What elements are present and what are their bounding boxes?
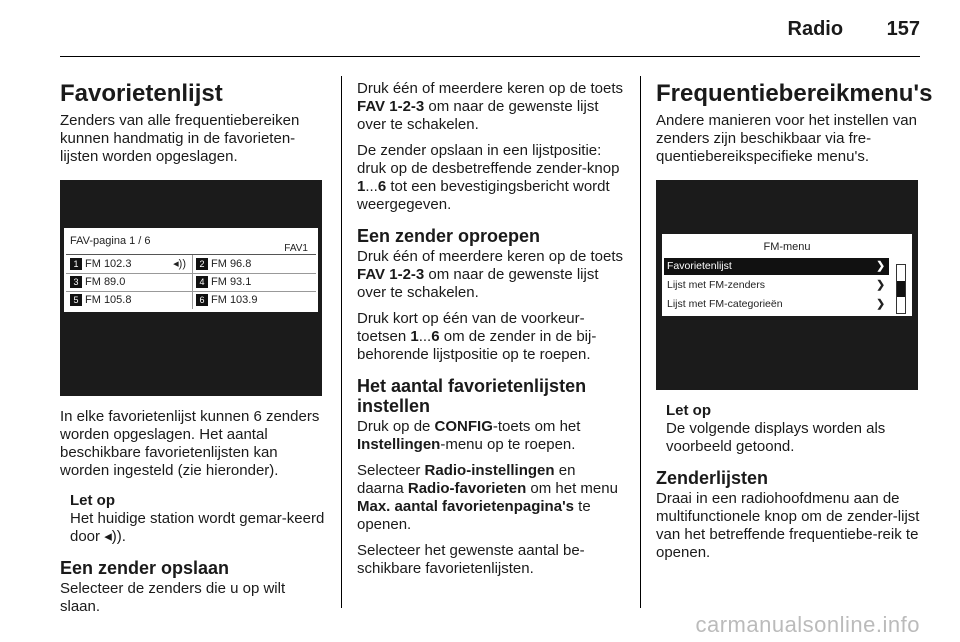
station-lists-paragraph: Draai in een radiohoofdmenu aan de multifunctionele knop om de zender-lijst van het betreffende frequentiebe-reik te openen. [656, 490, 920, 561]
preset-number: 4 [196, 276, 208, 288]
section-title: Radio [787, 18, 844, 40]
config-paragraph [357, 418, 625, 454]
fm-menu-image [656, 180, 918, 390]
key-label: 6 [431, 328, 440, 345]
fav-grid-divider [192, 255, 193, 309]
heading-set-list-count: Het aantal favorietenlijsten instellen [357, 376, 587, 416]
select-settings-paragraph [357, 462, 625, 534]
note-box [666, 402, 924, 456]
fm-menu-screen [662, 234, 912, 316]
fm-menu-item-stations [664, 277, 889, 294]
menu-label: Instellingen [357, 436, 441, 453]
heading-station-lists: Zenderlijsten [656, 468, 769, 488]
save-paragraph: Selecteer de zenders die u op wilt slaan. [60, 580, 286, 615]
fav-key-label: FAV 1-2-3 [357, 98, 425, 115]
note-text: Het huidige station wordt gemar-keerd door ◂)). [70, 510, 325, 545]
fav-tab-label: FAV1 [284, 243, 308, 254]
text-run: Druk één of meerdere keren op de toets [357, 80, 623, 97]
text-run: om naar de gewenste lijst over te schakelen. [357, 98, 599, 133]
column-divider-2 [640, 76, 641, 608]
column-2 [357, 80, 625, 586]
switch-list-paragraph [357, 80, 625, 134]
menu-item-label: Lijst met FM-categorieën [667, 298, 783, 310]
scrollbar [896, 264, 906, 314]
page-header [788, 18, 921, 41]
text-run: om het menu [526, 480, 618, 497]
menu-item-label: Favorietenlijst [667, 260, 732, 272]
intro-paragraph: Zenders van alle frequentiebereiken kunnen handmatig in de favorieten-lijsten worden opgeslagen. [60, 112, 300, 165]
text-run: -menu op te roepen. [440, 436, 576, 453]
preset-cell-6 [196, 292, 314, 308]
store-position-paragraph [357, 142, 625, 214]
text-run: ... [365, 178, 378, 195]
preset-frequency: FM 103.9 [211, 294, 258, 306]
text-run: De zender opslaan in een lijstpositie: druk op de desbetreffende zender-knop [357, 142, 620, 177]
recall-press-paragraph [357, 310, 625, 364]
preset-frequency: FM 89.0 [85, 276, 126, 288]
chevron-right-icon: ❯ [876, 298, 885, 310]
key-label: 6 [377, 178, 387, 195]
fm-menu-item-categories [664, 296, 889, 313]
column-3 [656, 80, 933, 570]
scrollbar-thumb [897, 281, 905, 297]
speaker-icon: ◂)) [173, 258, 186, 270]
preset-frequency: FM 102.3 [85, 258, 132, 270]
note-title: Let op [666, 402, 711, 419]
menu-label: Max. aantal favorietenpagina's [357, 498, 574, 515]
text-run: te openen. [357, 498, 591, 533]
key-label: 1 [357, 178, 366, 195]
select-count-paragraph: Selecteer het gewenste aantal be-schikbare favorietenlijsten. [357, 542, 585, 577]
heading-favorietenlijst: Favorietenlijst [60, 80, 223, 107]
page-number: 157 [886, 18, 920, 40]
preset-frequency: FM 93.1 [211, 276, 252, 288]
text-run: en daarna [357, 462, 576, 497]
preset-number: 1 [70, 258, 82, 270]
note-box [70, 492, 328, 546]
text-run: om de zender in de bij-behorende lijstpositie op te roepen. [357, 328, 597, 363]
header-rule [60, 56, 920, 57]
preset-cell-3 [70, 274, 188, 290]
presets-paragraph: In elke favorietenlijst kunnen 6 zenders worden opgeslagen. Het aantal beschikbare favorietenlijsten kan worden ingesteld (zie hieronder). [60, 408, 320, 479]
key-label: CONFIG [434, 418, 493, 435]
preset-cell-4 [196, 274, 314, 290]
key-label: 1 [410, 328, 419, 345]
fm-menu-item-favorites [664, 258, 889, 275]
fav-key-label: FAV 1-2-3 [357, 266, 425, 283]
fm-menu-title: FM-menu [763, 241, 811, 253]
preset-number: 6 [196, 294, 208, 306]
text-run: Druk op de [357, 418, 435, 435]
watermark: carmanualsonline.info [695, 612, 920, 637]
menu-label: Radio-favorieten [407, 480, 527, 497]
column-divider-1 [341, 76, 342, 608]
text-run: ... [418, 328, 432, 345]
heading-band-menus: Frequentiebereikmenu's [656, 80, 933, 107]
fav-screen-title: FAV-pagina 1 / 6 [70, 235, 151, 247]
text-run: Selecteer [357, 462, 425, 479]
text-run: -toets om het [492, 418, 581, 435]
note-title: Let op [70, 492, 115, 509]
text-run: om naar de gewenste lijst over te schakelen. [357, 266, 599, 301]
preset-cell-5 [70, 292, 188, 308]
preset-cell-1 [70, 256, 188, 272]
preset-cell-2 [196, 256, 314, 272]
chevron-right-icon: ❯ [876, 260, 885, 272]
preset-number: 5 [70, 294, 82, 306]
menu-item-label: Lijst met FM-zenders [667, 279, 766, 291]
fav-screen-image [60, 180, 322, 396]
recall-switch-paragraph [357, 248, 625, 302]
column-1 [60, 80, 328, 624]
heading-recall-station: Een zender oproepen [357, 226, 541, 246]
chevron-right-icon: ❯ [876, 279, 885, 291]
fav-tab-line [66, 254, 316, 255]
text-run: Druk kort op één van de voorkeur-toetsen [357, 310, 585, 345]
fav-screen [64, 228, 318, 312]
preset-number: 2 [196, 258, 208, 270]
menu-label: Radio-instellingen [424, 462, 555, 479]
preset-frequency: FM 105.8 [85, 294, 132, 306]
text-run: Druk één of meerdere keren op de toets [357, 248, 623, 265]
preset-frequency: FM 96.8 [211, 258, 252, 270]
preset-number: 3 [70, 276, 82, 288]
note-text: De volgende displays worden als voorbeeld getoond. [666, 420, 886, 455]
text-run: tot een bevestigingsbericht wordt weergegeven. [357, 178, 610, 213]
heading-save-station: Een zender opslaan [60, 558, 230, 578]
band-menus-intro: Andere manieren voor het instellen van zenders zijn beschikbaar via fre-quentiebereikspecifieke menu's. [656, 112, 917, 165]
